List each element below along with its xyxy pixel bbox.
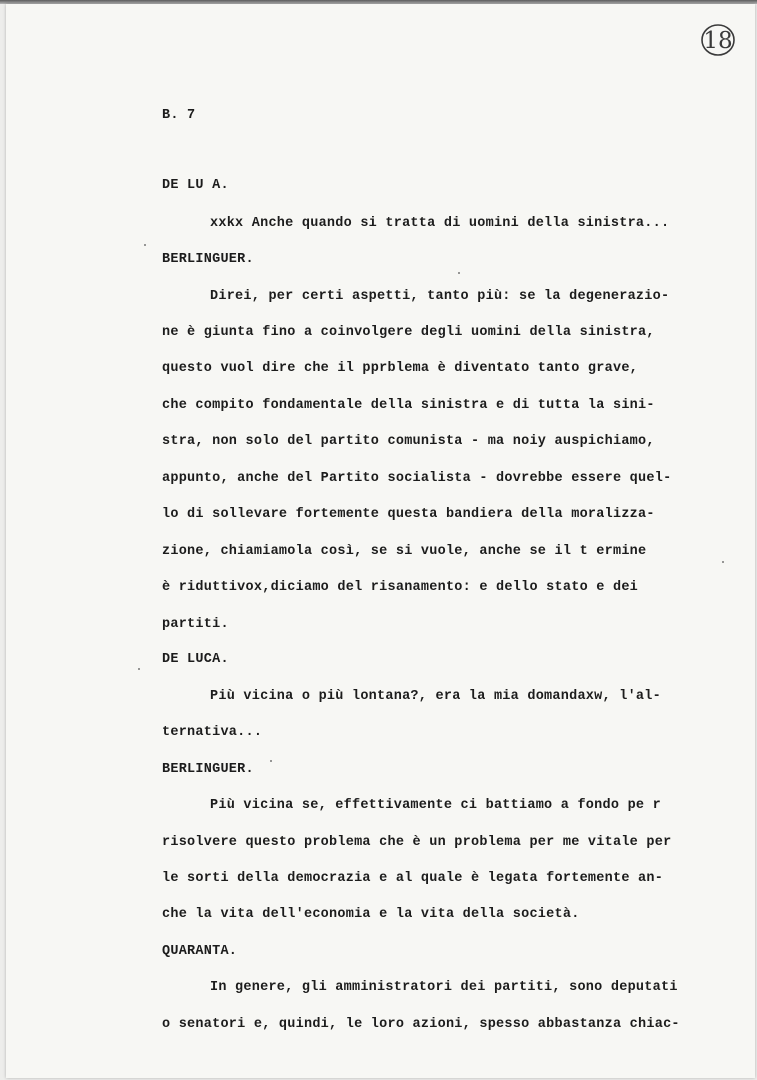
text-line: ne è giunta fino a coinvolgere degli uomini della sinistra,	[162, 325, 655, 340]
text-line: xxkx Anche quando si tratta di uomini della sinistra...	[210, 216, 670, 231]
scan-speck	[458, 272, 460, 274]
text-line: risolvere questo problema che è un problema per me vitale per	[162, 835, 672, 850]
text-line: lo di sollevare fortemente questa bandiera della moralizza-	[162, 507, 655, 522]
text-line: è riduttivox,diciamo del risanamento: e dello stato e dei	[162, 580, 639, 595]
text-line: o senatori e, quindi, le loro azioni, spesso abbastanza chiac-	[162, 1017, 680, 1032]
text-line: partiti.	[162, 617, 229, 632]
speaker-label: DE LUCA.	[162, 652, 229, 667]
scan-speck	[144, 244, 146, 246]
text-line: zione, chiamiamola così, se si vuole, anche se il t ermine	[162, 544, 647, 559]
speaker-label: BERLINGUER.	[162, 762, 254, 777]
text-line: le sorti della democrazia e al quale è legata fortemente an-	[162, 871, 664, 886]
text-line: Direi, per certi aspetti, tanto più: se la degenerazio-	[210, 289, 670, 304]
document-reference: B. 7	[162, 108, 196, 123]
text-line: appunto, anche del Partito socialista - dovrebbe essere quel-	[162, 471, 672, 486]
page-number-stamp	[700, 22, 736, 58]
text-line: questo vuol dire che il pprblema è diventato tanto grave,	[162, 361, 639, 376]
scan-speck	[722, 561, 724, 563]
scan-speck	[270, 760, 272, 762]
scan-speck	[138, 668, 140, 670]
text-line: che la vita dell'economia e la vita della società.	[162, 907, 580, 922]
speaker-label: BERLINGUER.	[162, 252, 254, 267]
text-line: che compito fondamentale della sinistra e di tutta la sini-	[162, 398, 655, 413]
text-line: stra, non solo del partito comunista - ma noiy auspichiamo,	[162, 434, 655, 449]
page-number-stamp-text: 18	[703, 28, 733, 54]
text-line: ternativa...	[162, 725, 263, 740]
speaker-label: QUARANTA.	[162, 944, 238, 959]
text-line: In genere, gli amministratori dei partiti, sono deputati	[210, 980, 678, 995]
speaker-label: DE LU A.	[162, 178, 229, 193]
text-line: Più vicina o più lontana?, era la mia domandaxw, l'al-	[210, 689, 661, 704]
text-line: Più vicina se, effettivamente ci battiamo a fondo pe r	[210, 798, 661, 813]
